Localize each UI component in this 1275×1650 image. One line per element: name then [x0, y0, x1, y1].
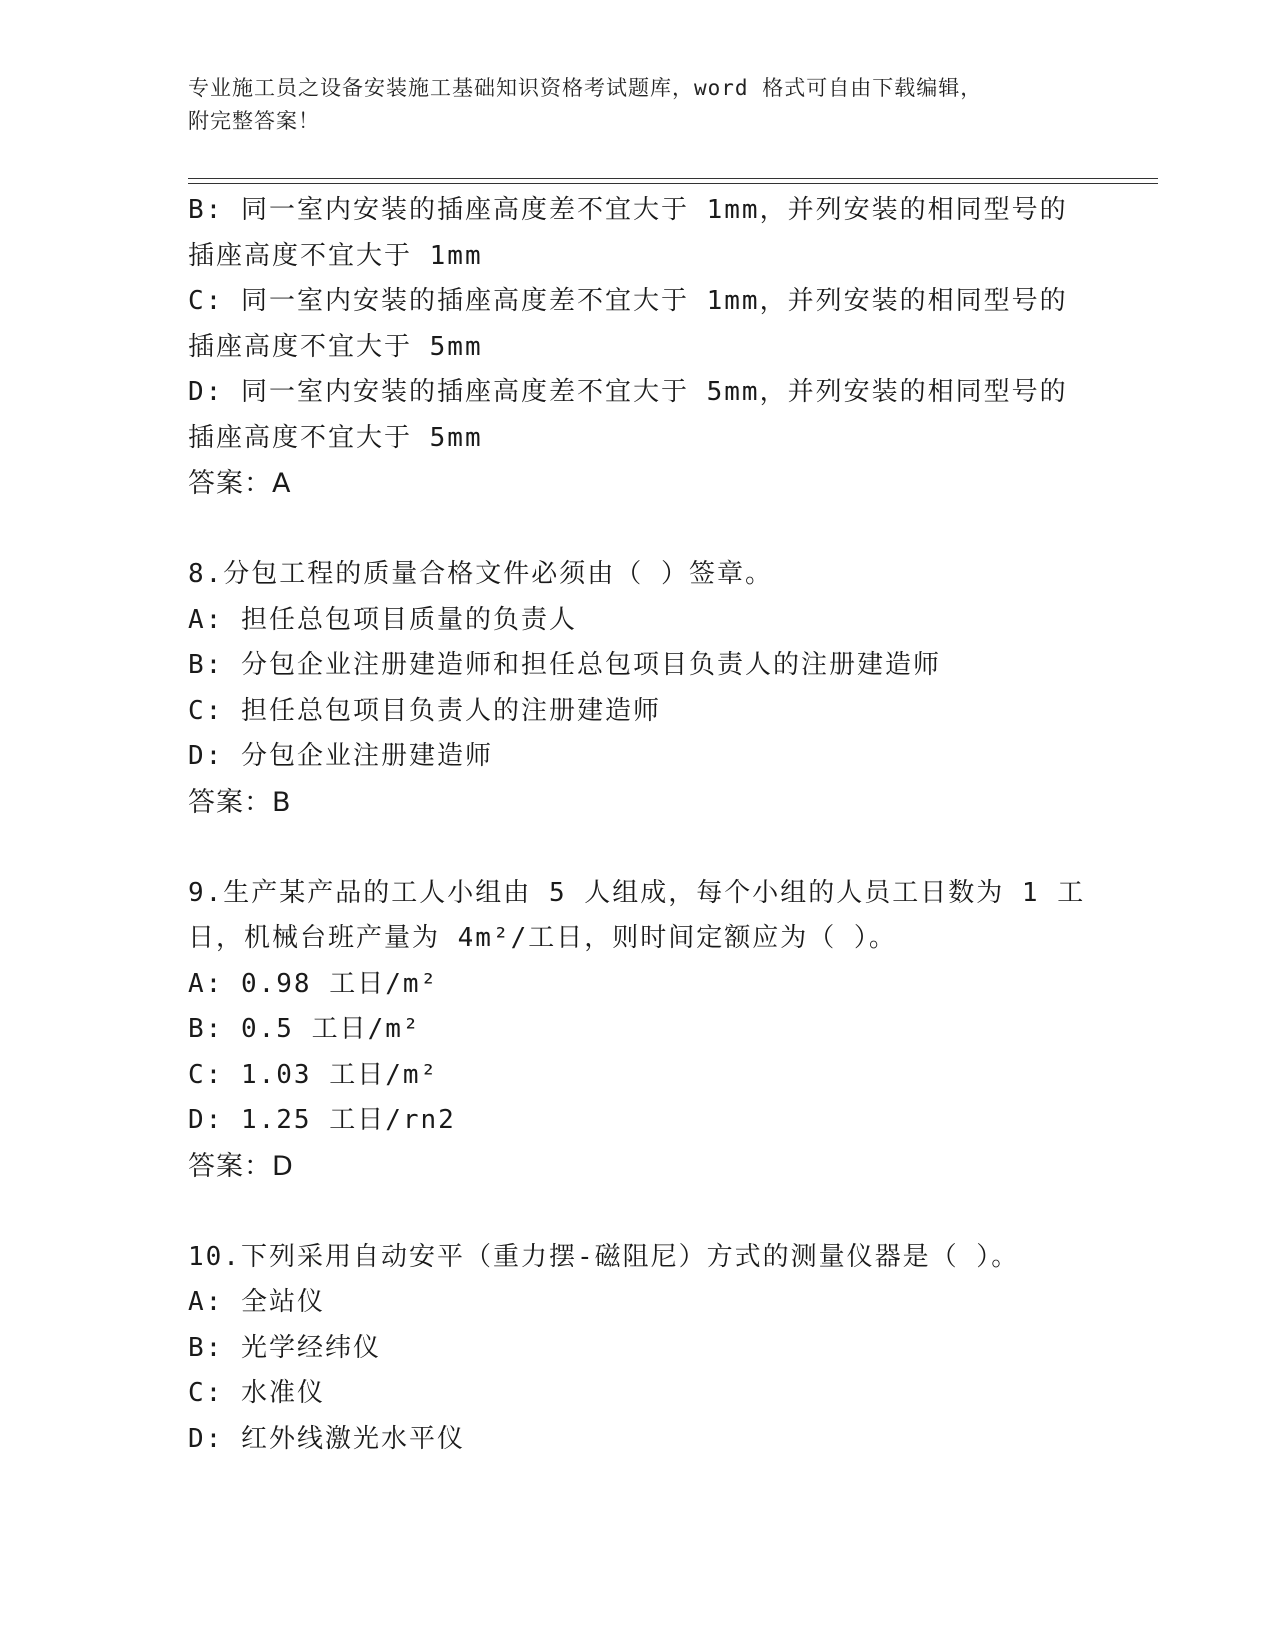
- q7-option-b-line-1: B: 同一室内安装的插座高度差不宜大于 1mm，并列安装的相同型号的: [188, 195, 1068, 225]
- question-7: [188, 188, 1088, 507]
- page-header: [188, 72, 1088, 138]
- question-8: [188, 552, 1088, 825]
- q9-option-c: C: 1.03 工日/m²: [188, 1059, 439, 1090]
- q10-option-b: B: 光学经纬仪: [188, 1332, 381, 1363]
- q9-question-line-1: 9.生产某产品的工人小组由 5 人组成，每个小组的人员工日数为 1 工: [188, 877, 1086, 908]
- q8-question-text: 8.分包工程的质量合格文件必须由（ ）签章。: [188, 559, 773, 589]
- q9-option-a: A: 0.98 工日/m²: [188, 968, 439, 999]
- q7-option-d-line-1: D: 同一室内安装的插座高度差不宜大于 5mm，并列安装的相同型号的: [188, 377, 1068, 407]
- q8-answer: 答案：B: [188, 786, 292, 818]
- question-10: [188, 1235, 1088, 1463]
- q9-option-b: B: 0.5 工日/m²: [188, 1014, 421, 1044]
- header-title-line-2: 附完整答案！: [188, 109, 320, 133]
- header-divider-bottom: [188, 183, 1158, 184]
- q8-option-d: D: 分包企业注册建造师: [188, 741, 493, 771]
- q9-question-line-2: 日，机械台班产量为 4m²/工日，则时间定额应为（ ）。: [188, 923, 897, 953]
- header-divider-top: [188, 178, 1158, 179]
- q8-option-b: B: 分包企业注册建造师和担任总包项目负责人的注册建造师: [188, 650, 941, 680]
- q10-option-c: C: 水准仪: [188, 1378, 325, 1408]
- q9-option-d: D: 1.25 工日/rn2: [188, 1105, 456, 1135]
- q8-option-a: A: 担任总包项目质量的负责人: [188, 604, 577, 635]
- q8-option-c: C: 担任总包项目负责人的注册建造师: [188, 695, 661, 726]
- question-9: [188, 871, 1088, 1190]
- q7-option-c-line-2: 插座高度不宜大于 5mm: [188, 331, 483, 362]
- question-content: [188, 188, 1088, 1462]
- spacer: [188, 1189, 1088, 1235]
- q7-answer: 答案：A: [188, 468, 292, 499]
- header-title-line-1: 专业施工员之设备安装施工基础知识资格考试题库，word 格式可自由下载编辑，: [188, 76, 983, 100]
- q10-option-a: A: 全站仪: [188, 1287, 325, 1317]
- q7-option-b-line-2: 插座高度不宜大于 1mm: [188, 240, 483, 271]
- spacer: [188, 825, 1088, 871]
- spacer: [188, 507, 1088, 553]
- q10-option-d: D: 红外线激光水平仪: [188, 1423, 465, 1454]
- q7-option-c-line-1: C: 同一室内安装的插座高度差不宜大于 1mm，并列安装的相同型号的: [188, 286, 1068, 316]
- q10-question-text: 10.下列采用自动安平（重力摆-磁阻尼）方式的测量仪器是（ ）。: [188, 1241, 1020, 1272]
- q9-answer: 答案：D: [188, 1150, 294, 1182]
- q7-option-d-line-2: 插座高度不宜大于 5mm: [188, 422, 483, 453]
